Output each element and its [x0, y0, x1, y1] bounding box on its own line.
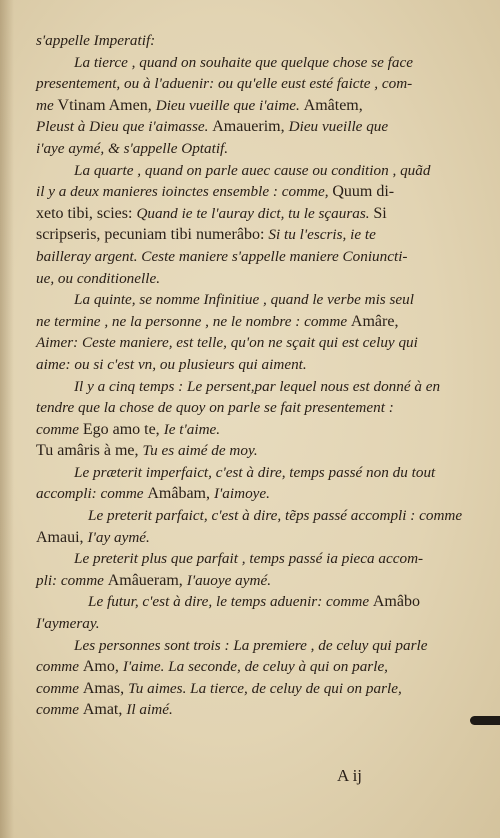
french-text: Ie t'aime. [163, 420, 221, 438]
latin-example: Vtinam Amen, [57, 96, 156, 114]
latin-example: Amâbam, [147, 485, 214, 503]
french-text: Dieu vueille que i'aime. [155, 96, 304, 114]
latin-example: Si [373, 204, 387, 222]
french-text: La quinte, se nomme Infinitiue , quand le verbe mis seul [74, 291, 414, 309]
text-line [36, 376, 476, 398]
french-text: bailleray argent. Ceste maniere s'appelle maniere Coniuncti- [36, 247, 408, 265]
text-line [36, 268, 476, 290]
french-text: Il y a cinq temps : Le persent,par lequel nous est donné à en [74, 377, 441, 395]
french-text: Le præterit imperfaict, c'est à dire, temps passé non du tout [74, 463, 436, 481]
french-text: Pleust à Dieu que i'aimasse. [36, 118, 213, 136]
latin-example: Tu amâris à me, [36, 442, 143, 460]
text-line [36, 440, 476, 462]
french-text: aime: ou si c'est vn, ou plusieurs qui aiment. [36, 355, 307, 373]
text-line [36, 527, 476, 549]
french-text: Si tu l'escris, ie te [268, 226, 376, 244]
french-text: comme [36, 420, 83, 438]
french-text: I'ay aymé. [87, 528, 150, 546]
french-text: ne termine , ne la personne , ne le nombre : comme [36, 312, 351, 330]
latin-example: Amat, [82, 701, 127, 719]
french-text: accompli: comme [36, 485, 148, 503]
latin-example: Amâueram, [107, 571, 187, 589]
french-text: tendre que la chose de quoy on parle se fait presentement : [36, 399, 394, 417]
french-text: Aimer: Ceste maniere, est telle, qu'on ne sçait qui est celuy qui [36, 334, 418, 352]
latin-example: Amas, [82, 679, 129, 697]
french-text: Le futur, c'est à dire, le temps aduenir: comme [88, 593, 373, 611]
text-line [36, 548, 476, 570]
text-line [36, 591, 476, 613]
french-text: Dieu vueille que [288, 118, 389, 136]
text-line [36, 138, 476, 160]
text-line [36, 483, 476, 505]
latin-example: Quum di- [332, 183, 395, 201]
latin-example: Ego amo te, [82, 420, 164, 438]
french-text: presentement, ou à l'aduenir: ou qu'elle eust esté faicte , com- [36, 75, 413, 93]
text-line [36, 203, 476, 225]
french-text: Tu aimes. La tierce, de celuy de qui on parle, [128, 679, 402, 697]
french-text: pli: comme [36, 571, 108, 589]
text-line [36, 354, 476, 376]
latin-example: Amâtem, [303, 96, 363, 114]
text-line [36, 116, 476, 138]
french-text: I'aimoye. [214, 485, 270, 503]
french-text: I'aime. La seconde, de celuy à qui on parle, [122, 658, 388, 676]
text-line [36, 289, 476, 311]
french-text: I'auoye aymé. [186, 571, 271, 589]
latin-example: Amaui, [36, 528, 88, 546]
text-line [36, 95, 476, 117]
french-text: ue, ou conditionelle. [36, 269, 160, 287]
text-line [36, 397, 476, 419]
french-text: comme [36, 679, 83, 697]
french-text: Les personnes sont trois : La premiere , de celuy qui parle [74, 636, 428, 654]
french-text: il y a deux manieres ioinctes ensemble : comme, [36, 183, 333, 201]
text-line [36, 613, 476, 635]
text-line [36, 311, 476, 333]
latin-example: Amâre, [350, 312, 399, 330]
french-text: s'appelle Imperatif: [36, 32, 156, 49]
text-line [36, 52, 476, 74]
text-line [36, 181, 476, 203]
latin-example: scripseris, pecuniam tibi numerâbo: [36, 226, 269, 244]
french-text: Quand ie te l'auray dict, tu le sçauras. [136, 204, 374, 222]
text-line [36, 462, 476, 484]
text-line [36, 30, 476, 52]
french-text: Le preterit plus que parfait , temps passé ia pieca accom- [74, 550, 424, 568]
text-line [36, 656, 476, 678]
text-line [36, 224, 476, 246]
french-text: Tu es aimé de moy. [142, 442, 258, 460]
french-text: i'aye aymé, & s'appelle Optatif. [36, 139, 229, 157]
text-line [36, 699, 476, 721]
text-line [36, 419, 476, 441]
french-text: I'aymeray. [36, 615, 100, 633]
text-line [36, 678, 476, 700]
text-line [36, 73, 476, 95]
page-body-text [36, 30, 476, 721]
french-text: comme [36, 658, 83, 676]
latin-example: xeto tibi, scies: [36, 204, 137, 222]
bookmark-tab [470, 716, 500, 725]
latin-example: Amauerim, [212, 118, 289, 136]
text-line [36, 570, 476, 592]
latin-example: Amo, [82, 658, 123, 676]
text-line [36, 635, 476, 657]
text-line [36, 160, 476, 182]
french-text: comme [36, 701, 83, 719]
french-text: La tierce , quand on souhaite que quelque chose se face [74, 53, 413, 71]
french-text: me [36, 96, 58, 114]
latin-example: Amâbo [372, 593, 420, 611]
french-text: Il aimé. [126, 701, 173, 719]
french-text: Le preterit parfaict, c'est à dire, tẽps passé accompli : comme [88, 507, 463, 525]
french-text: La quarte , quand on parle auec cause ou condition , quãd [74, 161, 431, 179]
text-line [36, 332, 476, 354]
text-line [36, 505, 476, 527]
text-line [36, 246, 476, 268]
signature-mark: A ij [337, 766, 363, 785]
